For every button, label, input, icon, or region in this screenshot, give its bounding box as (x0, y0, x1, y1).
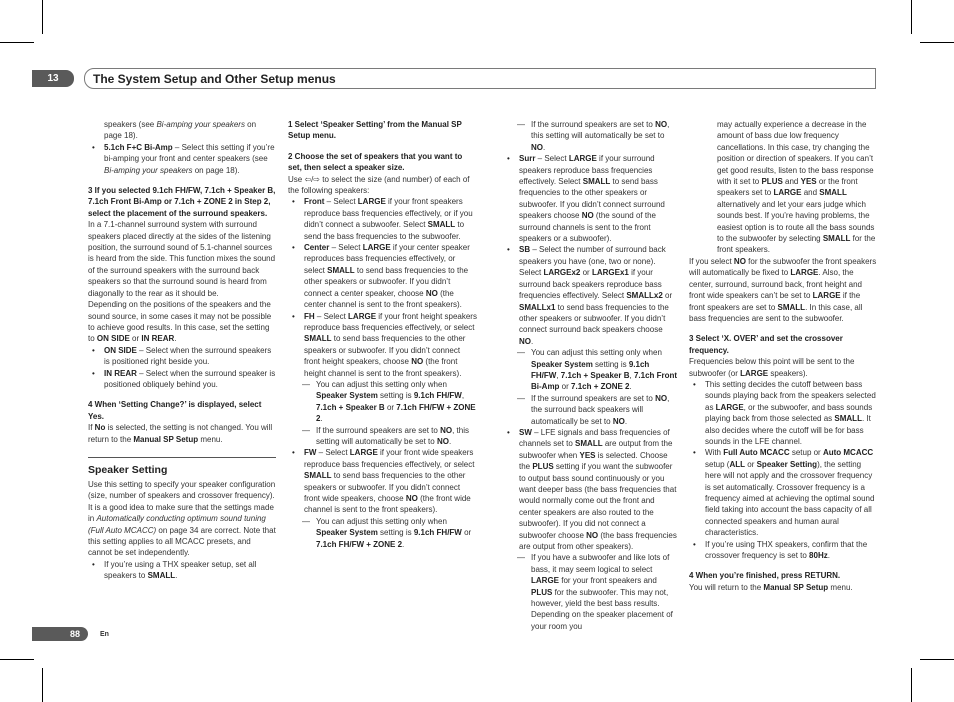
dash-item: — You can adjust this setting only when Speaker System setting is 9.1ch FH/FW, 7.1ch + Speaker B, 7.1ch Front Bi-Amp or 7.1ch + ZONE 2. (503, 347, 678, 393)
dash-item: — If the surround speakers are set to NO, this setting will automatically be set to NO. (288, 425, 478, 448)
bullet-item: • Surr – Select LARGE if your surround speakers reproduce bass frequencies effectively. Select SMALL to send bass frequencies to the other speakers or subwoofer. If you didn’t connect surround speakers choose NO (the sound of the surround channels is sent to the front speakers or a subwoofer). (503, 153, 678, 244)
bullet-item: • SB – Select the number of surround back speakers you have (one, two or none). Select LARGEx2 or LARGEx1 if your surround back speakers reproduce bass frequencies effectively. Select SMALLx2 or SMALLx1 to send bass frequencies to the other speakers or subwoofer. If you didn’t connect surround back speakers choose NO. (503, 244, 678, 347)
dash-item: — If the surround speakers are set to NO, this setting will automatically be set to NO. (503, 119, 678, 153)
crop-mark (0, 42, 34, 43)
crop-mark (911, 668, 912, 702)
step-heading: 4 When you’re finished, press RETURN. (689, 571, 841, 581)
bullet-item: • If you’re using THX speakers, confirm that the crossover frequency is set to 80Hz. (689, 539, 877, 562)
chapter-header (32, 68, 876, 89)
bullet-item: • SW – LFE signals and bass frequencies of channels set to SMALL are output from the subwoofer when YES is selected. Choose the PLUS setting if you want the subwoofer to output bass sound continuously or you want deeper bass (the bass frequencies that would normally come out the front and center speakers are also routed to the subwoofer). If you did not connect a subwoofer choose NO (the bass frequencies are output from other speakers). (503, 427, 678, 552)
column-4 (689, 119, 877, 593)
section-heading: Speaker Setting (88, 457, 276, 477)
bullet-item: • Front – Select LARGE if your front speakers reproduce bass frequencies effectively, or if you didn’t connect a subwoofer. Select SMALL to send the bass frequencies to the subwoofer. (288, 196, 478, 242)
page-number: 88 (32, 627, 88, 641)
dash-item: — If you have a subwoofer and like lots of bass, it may seem logical to select LARGE for your front speakers and PLUS for the subwoofer. This may not, however, yield the best bass results. Depending on the speaker placement of your room you (503, 552, 678, 632)
chapter-number: 13 (32, 70, 74, 87)
dash-item: — You can adjust this setting only when Speaker System setting is 9.1ch FH/FW or 7.1ch FH/FW + ZONE 2. (288, 516, 478, 550)
crop-mark (920, 42, 954, 43)
bullet-item: • With Full Auto MCACC setup or Auto MCACC setup (ALL or Speaker Setting), the setting here will not apply and the crossover frequency is set automatically. Crossover frequency is a frequency aimed at achieving the optimal sound field taking into account the bass capacity of all connected speakers and human aural characteristics. (689, 447, 877, 538)
crop-mark (920, 659, 954, 660)
step-heading: 3 Select ‘X. OVER’ and set the crossover frequency. (689, 334, 843, 355)
bullet-item: • If you’re using a THX speaker setup, set all speakers to SMALL. (88, 559, 276, 582)
crop-mark (0, 659, 34, 660)
language-label: En (100, 631, 109, 638)
paragraph: may actually experience a decrease in the amount of bass due low frequency cancellations. In this case, try changing the position or direction of speakers. If you can’t get good results, listen to the bass response with it set to PLUS and YES or the front speakers set to LARGE and SMALL alternatively and let your ears judge which sounds best. If you’re having problems, the easiest option is to route all the bass sounds to the subwoofer by selecting SMALL for the front speakers. (717, 120, 876, 255)
paragraph: Use ⇦/⇨ to select the size (and number) of each of the following speakers: (288, 174, 470, 196)
bullet-item: • FH – Select LARGE if your front height speakers reproduce bass frequencies effectively, or select SMALL to send bass frequencies to the other speakers or subwoofer. If you didn’t connect front height speakers, choose NO (the front height channel is sent to the front speakers). (288, 311, 478, 379)
paragraph: If No is selected, the setting is not changed. You will return to the Manual SP Setup menu. (88, 423, 273, 444)
paragraph: Use this setting to specify your speaker configuration (size, number of speakers and crossover frequency). It is a good idea to make sure that the settings made in Automatically conducting optimum sound tuning (Full Auto MCACC) on page 34 are correct. Note that this setting applies to all MCACC presets, and cannot be set independently. (88, 479, 276, 558)
chapter-title: The System Setup and Other Setup menus (93, 72, 336, 86)
dash-item: — You can adjust this setting only when Speaker System setting is 9.1ch FH/FW, 7.1ch + Speaker B or 7.1ch FH/FW + ZONE 2. (288, 379, 478, 425)
crop-mark (42, 0, 43, 34)
crop-mark (911, 0, 912, 34)
bullet-item: • This setting decides the cutoff between bass sounds playing back from the speakers selected as LARGE, or the subwoofer, and bass sounds playing back from those selected as SMALL. It also decides where the cutoff will be for bass sounds in the LFE channel. (689, 379, 877, 447)
step-heading: 4 When ‘Setting Change?’ is displayed, select Yes. (88, 400, 262, 421)
bullet-item: • ON SIDE – Select when the surround speakers is positioned right beside you. (88, 345, 276, 368)
paragraph: Frequencies below this point will be sent to the subwoofer (or LARGE speakers). (689, 357, 855, 378)
paragraph: speakers (see Bi-amping your speakers on page 18). (104, 120, 257, 141)
chapter-title-bar (84, 68, 876, 89)
column-2 (288, 119, 478, 550)
step-heading: 2 Choose the set of speakers that you want to set, then select a speaker size. (288, 151, 463, 173)
bullet-item: • 5.1ch F+C Bi-Amp – Select this setting if you’re bi-amping your front and center speakers (see Bi-amping your speakers on page 18). (88, 142, 276, 176)
paragraph: You will return to the Manual SP Setup menu. (689, 582, 853, 592)
bullet-item: • IN REAR – Select when the surround speaker is positioned obliquely behind you. (88, 368, 276, 391)
paragraph: If you select NO for the subwoofer the front speakers will automatically be fixed to LARGE. Also, the center, surround, surround back, front height and front wide speakers can’t be set to LARGE if the front speakers are set to SMALL. In this case, all bass frequencies are sent to the subwoofer. (689, 256, 877, 323)
bullet-item: • FW – Select LARGE if your front wide speakers reproduce bass frequencies effectively, or select SMALL to send bass frequencies to the other speakers or subwoofer. If you didn’t connect front wide speakers, choose NO (the front wide channel is sent to the front speakers). (288, 447, 478, 515)
column-1 (88, 119, 276, 582)
paragraph: In a 7.1-channel surround system with surround speakers placed directly at the sides of the listening position, the surround sound of 5.1-channel sources is heard from the side. This function mixes the sound of the surround speakers with the surround back speakers so that the surround sound is heard from diagonally to the rear as it should be. (88, 220, 276, 298)
step-heading: 3 If you selected 9.1ch FH/FW, 7.1ch + Speaker B, 7.1ch Front Bi-Amp or 7.1ch + ZONE 2 in Step 2, select the placement of the surround speakers. (88, 186, 276, 218)
bullet-item: • Center – Select LARGE if your center speaker reproduces bass frequencies effectively, or select SMALL to send bass frequencies to the other speakers or subwoofer. If you didn’t connect a center speaker, choose NO (the center channel is sent to the front speakers). (288, 242, 478, 310)
crop-mark (42, 668, 43, 702)
step-heading: 1 Select ‘Speaker Setting’ from the Manual SP Setup menu. (288, 120, 462, 141)
column-3 (503, 119, 678, 632)
dash-item: — If the surround speakers are set to NO, the surround back speakers will automatically be set to NO. (503, 393, 678, 427)
paragraph: Depending on the positions of the speakers and the sound source, in some cases it may not be possible to achieve good results. In this case, set the setting to ON SIDE or IN REAR. (88, 300, 272, 344)
